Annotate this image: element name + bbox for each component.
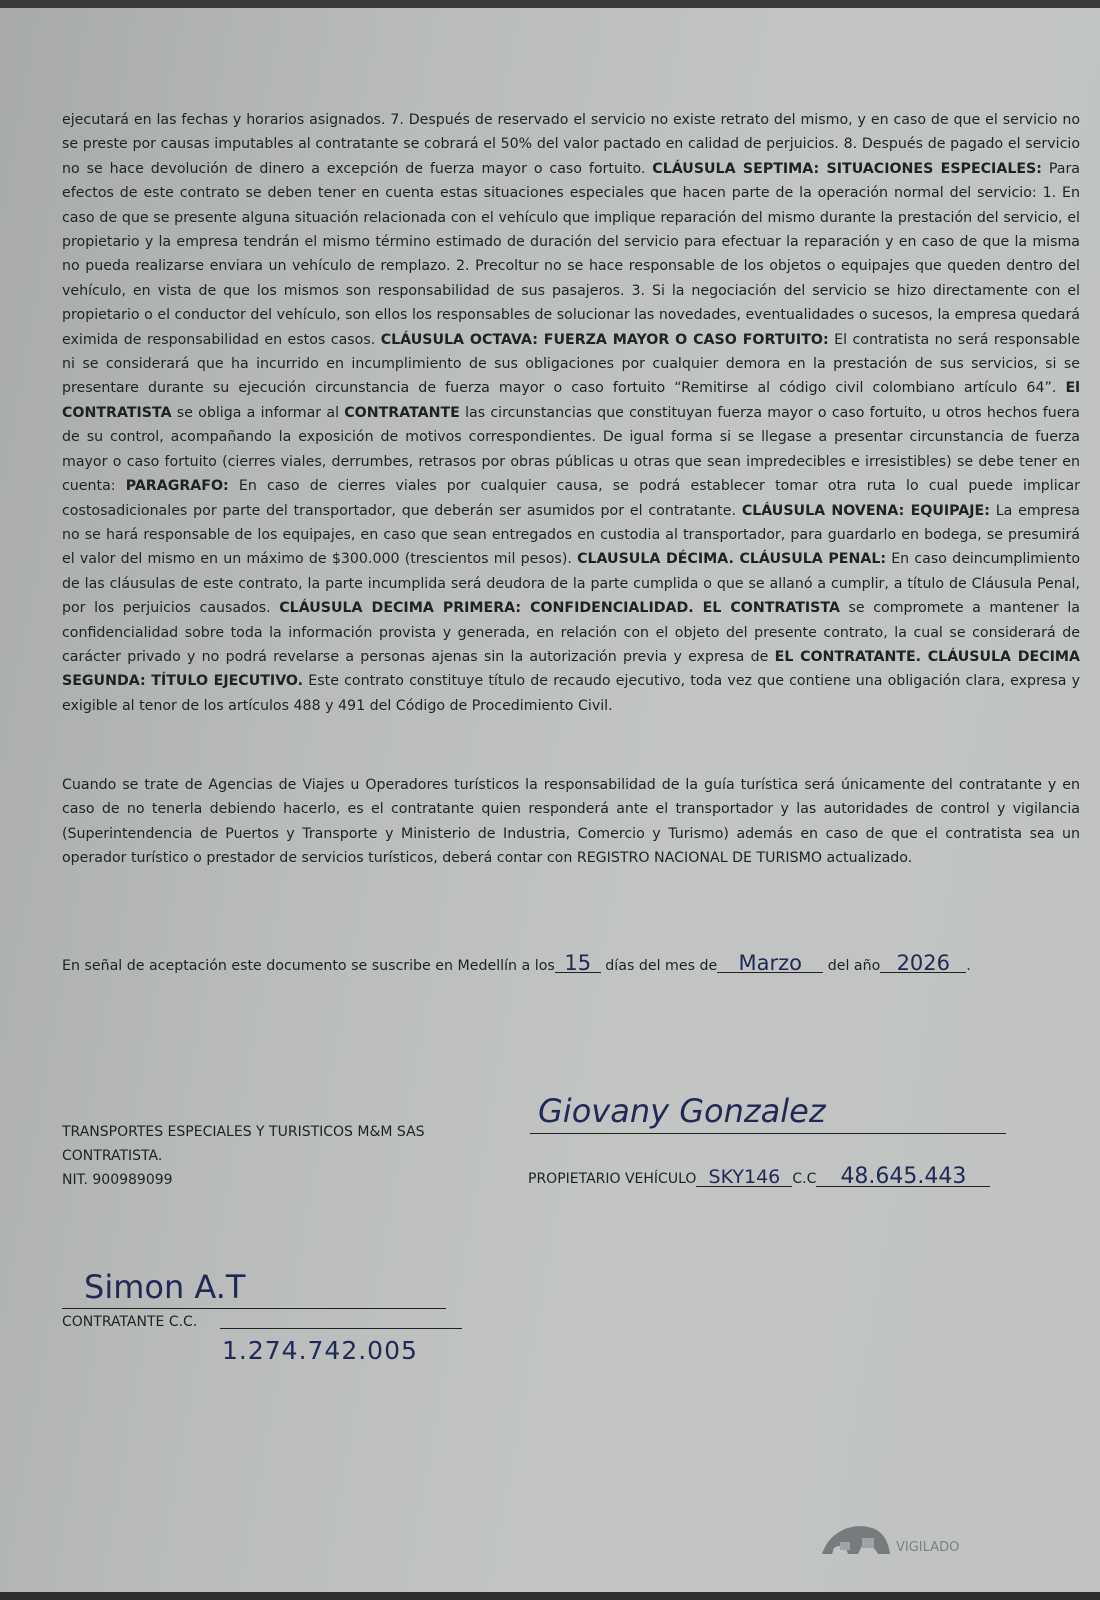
acceptance-year: 2026 [880, 954, 966, 973]
client-cc-line [220, 1328, 462, 1329]
clause-heading: CLÁUSULA NOVENA: EQUIPAJE: [741, 502, 990, 519]
bottom-edge [0, 1592, 1100, 1600]
owner-plate: SKY146 [696, 1168, 792, 1187]
acceptance-line [62, 951, 1082, 975]
clause-text: se obliga a informar al [171, 404, 345, 421]
clause-heading: CONTRATANTE [344, 404, 460, 421]
owner-cc: 48.645.443 [816, 1168, 990, 1187]
acceptance-prefix: En señal de aceptación este documento se suscribe en Medellín a los [62, 958, 555, 974]
contract-clauses [62, 108, 1080, 718]
clause-text: las circunstancias que constituyan fuerza mayor o caso fortuito, u otros hechos fuera de su control, acompañando la exposición de motivos correspondientes. De igual forma si se llegase a presentar circunstancia de fuerza mayor o caso fortuito (cierres viales, derrumbes, retrasos por obras públicas u otras que sean impredecibles e irresistibles) se debe tener en cuenta: [62, 404, 1080, 495]
acceptance-year-label: del año [827, 958, 881, 974]
clause-heading: CLAUSULA DÉCIMA. CLÁUSULA PENAL: [577, 551, 887, 568]
agencies-paragraph: Cuando se trate de Agencias de Viajes u Operadores turísticos la responsabilidad de la guía turística será únicamente del contratante y en caso de no tenerla debiendo hacerlo, es el contratante quien responderá ante el transportador y las autoridades de control y vigilancia (Superintendencia de Puertos y Transporte y Ministerio de Industria, Comercio y Turismo) además en caso de que el contratista sea un operador turístico o prestador de servicios turísticos, deberá contar con REGISTRO NACIONAL DE TURISMO actualizado. [62, 777, 1080, 867]
acceptance-days-label: días del mes de [605, 958, 718, 974]
clause-text: El contratista no será responsable ni se considerará que ha incurrido en incumplimiento de sus obligaciones por cualquier demora en la prestación de sus servicios, si se presentare durante su ejecución circunstancia de fuerza mayor o caso fortuito “Remitirse al código civil colombiano artículo 64”. [62, 331, 1081, 397]
clause-heading: PARAGRAFO: [125, 478, 229, 495]
owner-label: PROPIETARIO VEHÍCULO [528, 1171, 697, 1187]
owner-signature-line [530, 1133, 1006, 1134]
agencies-paragraph-block [62, 773, 1080, 871]
client-label: CONTRATANTE C.C. [62, 1314, 198, 1330]
clause-heading: El CONTRATISTA [62, 380, 1080, 421]
contractor-company: TRANSPORTES ESPECIALES Y TURISTICOS M&M SAS [62, 1124, 425, 1140]
clause-text: Este contrato constituye título de recaudo ejecutivo, toda vez que contiene una obligación clara, expresa y exigible al tenor de los artículos 488 y 491 del Código de Procedimiento Civil. [62, 673, 1080, 714]
owner-signature: Giovany Gonzalez [538, 1092, 826, 1130]
contractor-block [62, 1120, 425, 1192]
clause-text: Para efectos de este contrato se deben tener en cuenta estas situaciones especiales que hacen parte de la operación normal del servicio: 1. En caso de que se presente alguna situación relacionada con el vehículo que implique reparación del mismo durante la prestación del servicio, el propietario y la empresa tendrán el mismo término estimado de duración del servicio para efectuar la reparación y en caso de que la misma no pueda realizarse enviara un vehículo de remplazo. 2. Precoltur no se hace responsable de los objetos o equipajes que queden dentro del vehículo, en vista de que los mismos son responsabilidad de sus pasajeros. 3. Si la negociación del servicio se hizo directamente con el propietario o el conductor del vehículo, son ellos los responsables de solucionar las novedades, eventualidades o sucesos, la empresa quedará eximida de responsabilidad en estos casos. [62, 160, 1080, 348]
clause-text: En caso deincumplimiento de las cláusulas de este contrato, la parte incumplida será deudora de la parte cumplida o que se allanó a cumplir, a título de Cláusula Penal, por los perjuicios causados. [62, 551, 1081, 617]
clauses-paragraph [62, 108, 1080, 718]
client-signature: Simon A.T [84, 1268, 246, 1306]
top-edge [0, 0, 1100, 8]
acceptance-day: 15 [555, 954, 601, 973]
clause-text: se compromete a mantener la confidencialidad sobre toda la información provista y generada, en relación con el objeto del presente contrato, la cual se considerará de carácter privado y no podrá revelarse a personas ajenas sin la autorización previa y expresa de [62, 600, 1080, 665]
vigilado-stamp [818, 1516, 988, 1564]
contractor-nit: NIT. 900989099 [62, 1172, 173, 1188]
clause-text: ejecutará en las fechas y horarios asignados. 7. Después de reservado el servicio no existe retrato del mismo, y en caso de que el servicio no se preste por causas imputables al contratante se cobrará el 50% del valor pactado en calidad de perjuicios. 8. Después de pagado el servicio no se hace devolución de dinero a excepción de fuerza mayor o caso fortuito. [62, 112, 1080, 177]
client-signature-line [62, 1308, 446, 1309]
contractor-role: CONTRATISTA. [62, 1148, 163, 1164]
clause-heading: CLÁUSULA OCTAVA: FUERZA MAYOR O CASO FORTUITO: [380, 331, 829, 348]
owner-id-line [528, 1164, 990, 1189]
client-cc: 1.274.742.005 [222, 1336, 418, 1365]
clause-heading: CLÁUSULA DECIMA PRIMERA: CONFIDENCIALIDAD. EL CONTRATISTA [279, 600, 840, 617]
acceptance-suffix: . [966, 958, 971, 974]
owner-cc-label: C.C [792, 1171, 817, 1187]
acceptance-month: Marzo [717, 954, 823, 973]
clause-text: La empresa no se hará responsable de los equipajes, en caso que sean entregados en custodia al transportador, para guardarlo en bodega, se presumirá el valor del mismo en un máximo de $300.000 (trescientos mil pesos). [62, 502, 1080, 568]
clause-heading: EL CONTRATANTE. CLÁUSULA DECIMA SEGUNDA: TÍTULO EJECUTIVO. [62, 648, 1080, 690]
stamp-text: VIGILADO [896, 1540, 960, 1555]
clause-text: En caso de cierres viales por cualquier causa, se podrá establecer tomar otra ruta lo cual puede implicar costosadicionales por parte del transportador, que deberán ser asumidos por el contratante. [62, 478, 1081, 519]
supertransporte-logo-icon [818, 1516, 988, 1560]
clause-heading: CLÁUSULA SEPTIMA: SITUACIONES ESPECIALES: [652, 160, 1042, 177]
